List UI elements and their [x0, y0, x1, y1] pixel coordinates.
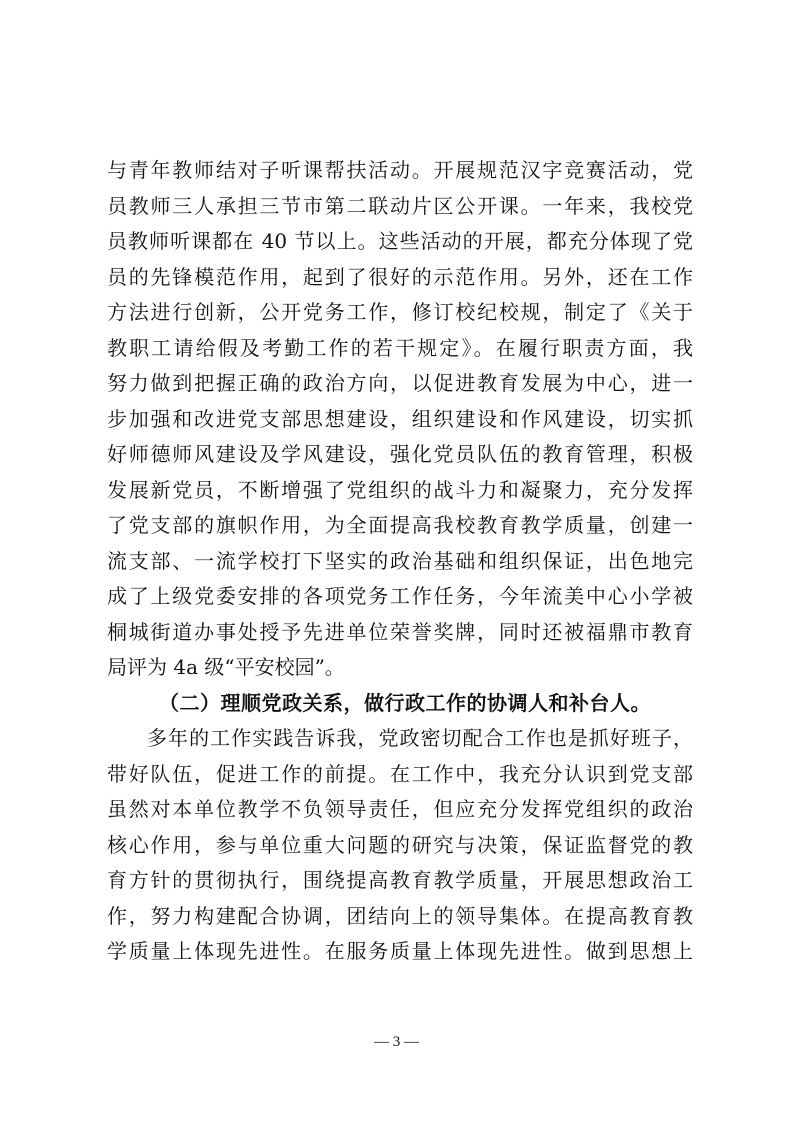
- paragraph-line: 带好队伍，促进工作的前提。在工作中，我充分认识到党支部: [107, 761, 693, 786]
- paragraph-line: 与青年教师结对子听课帮扶活动。开展规范汉字竞赛活动，党: [107, 158, 693, 182]
- paragraph-line: 步加强和改进党支部思想建设，组织建设和作风建设，切实抓: [107, 406, 693, 431]
- paragraph-line: 成了上级党委安排的各项党务工作任务，今年流美中心小学被: [107, 584, 693, 608]
- paragraph-line: 了党支部的旗帜作用，为全面提高我校教育教学质量，创建一: [107, 513, 693, 537]
- paragraph-line: 多年的工作实践告诉我，党政密切配合工作也是抓好班子，: [147, 726, 693, 750]
- section-heading: （二）理顺党政关系，做行政工作的协调人和补台人。: [159, 690, 651, 715]
- paragraph-line: 好师德师风建设及学风建设，强化党员队伍的教育管理，积极: [107, 442, 693, 466]
- paragraph-line: 学质量上体现先进性。在服务质量上体现先进性。做到思想上: [107, 939, 693, 963]
- paragraph-line: 员的先锋模范作用，起到了很好的示范作用。另外，还在工作: [107, 264, 693, 289]
- paragraph-line: 员教师三人承担三节市第二联动片区公开课。一年来，我校党: [107, 193, 693, 218]
- paragraph-line: 流支部、一流学校打下坚实的政治基础和组织保证，出色地完: [107, 548, 693, 573]
- document-body: [107, 153, 693, 970]
- page-number: — 3 —: [374, 1034, 419, 1050]
- paragraph-line: 教职工请给假及考勤工作的若干规定》。在履行职责方面，我: [107, 335, 693, 360]
- paragraph-line: 局评为 4a 级“平安校园”。: [107, 655, 345, 679]
- paragraph-line: 方法进行创新，公开党务工作，修订校纪校规，制定了《关于: [107, 300, 693, 324]
- paragraph-line: 育方针的贯彻执行，围绕提高教育教学质量，开展思想政治工: [107, 868, 693, 892]
- paragraph-line: 桐城街道办事处授予先进单位荣誉奖牌，同时还被福鼎市教育: [107, 619, 693, 644]
- paragraph-line: 虽然对本单位教学不负领导责任，但应充分发挥党组织的政治: [107, 797, 693, 821]
- paragraph-line: 作，努力构建配合协调，团结向上的领导集体。在提高教育教: [107, 903, 693, 928]
- paragraph-line: 核心作用，参与单位重大问题的研究与决策，保证监督党的教: [107, 832, 693, 857]
- paragraph-line: 努力做到把握正确的政治方向，以促进教育发展为中心，进一: [107, 371, 693, 395]
- paragraph-line: 员教师听课都在 40 节以上。这些活动的开展，都充分体现了党: [107, 229, 693, 253]
- paragraph-line: 发展新党员，不断增强了党组织的战斗力和凝聚力，充分发挥: [107, 477, 693, 502]
